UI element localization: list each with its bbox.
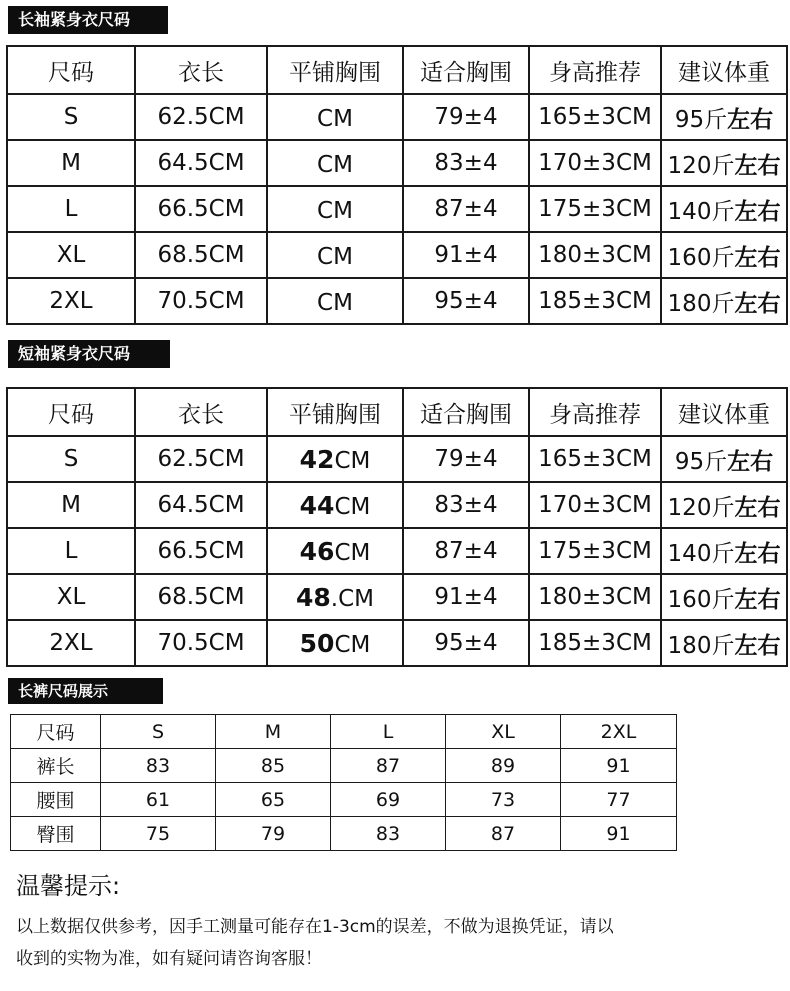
header-weight: 建议体重 bbox=[661, 388, 787, 436]
header-flat-chest: 平铺胸围 bbox=[267, 46, 403, 94]
weight-suffix: 左右 bbox=[734, 198, 781, 225]
length-cell: 64.5CM bbox=[135, 482, 267, 528]
weight-value: 160斤 bbox=[667, 586, 735, 613]
weight-suffix: 左右 bbox=[734, 152, 781, 179]
long-sleeve-section-title: 长袖紧身衣尺码 bbox=[8, 6, 168, 34]
weight-value: 95斤 bbox=[674, 106, 728, 133]
header-fit-chest: 适合胸围 bbox=[403, 46, 529, 94]
height-cell: 180±3CM bbox=[529, 232, 661, 278]
table-cell: 91 bbox=[561, 749, 677, 783]
table-row bbox=[7, 436, 787, 482]
weight-cell bbox=[661, 140, 787, 186]
table-header-row bbox=[7, 388, 787, 436]
flat-chest-cell bbox=[267, 574, 403, 620]
size-cell: XL bbox=[7, 574, 135, 620]
weight-value: 140斤 bbox=[667, 540, 735, 567]
chest-number: 42 bbox=[299, 444, 335, 474]
weight-suffix: 左右 bbox=[734, 494, 781, 521]
table-cell: 65 bbox=[216, 783, 331, 817]
length-cell: 68.5CM bbox=[135, 574, 267, 620]
flat-chest-cell bbox=[267, 278, 403, 324]
fit-chest-cell: 95±4 bbox=[403, 620, 529, 666]
table-row bbox=[7, 574, 787, 620]
table-row bbox=[7, 186, 787, 232]
height-cell: 170±3CM bbox=[529, 482, 661, 528]
tips-line-1: 以上数据仅供参考，因手工测量可能存在1-3cm的误差，不做为退换凭证，请以 bbox=[16, 917, 614, 937]
chest-unit: CM bbox=[334, 631, 371, 658]
table-cell: 87 bbox=[331, 749, 446, 783]
height-cell: 185±3CM bbox=[529, 278, 661, 324]
chest-unit: CM bbox=[317, 197, 353, 224]
length-cell: 68.5CM bbox=[135, 232, 267, 278]
pants-header-cell: XL bbox=[446, 715, 561, 749]
chest-unit: CM bbox=[334, 447, 371, 474]
weight-value: 120斤 bbox=[667, 152, 735, 179]
table-cell: 91 bbox=[561, 817, 677, 851]
height-cell: 170±3CM bbox=[529, 140, 661, 186]
pants-header-cell: S bbox=[101, 715, 216, 749]
size-cell: 2XL bbox=[7, 278, 135, 324]
row-label: 腰围 bbox=[11, 783, 101, 817]
weight-cell bbox=[661, 94, 787, 140]
weight-suffix: 左右 bbox=[727, 448, 774, 475]
table-row bbox=[11, 817, 677, 851]
fit-chest-cell: 91±4 bbox=[403, 232, 529, 278]
table-cell: 83 bbox=[101, 749, 216, 783]
table-row bbox=[7, 528, 787, 574]
chest-unit: CM bbox=[317, 289, 353, 316]
fit-chest-cell: 83±4 bbox=[403, 482, 529, 528]
table-row bbox=[7, 232, 787, 278]
chest-unit: .CM bbox=[330, 585, 374, 612]
row-label: 裤长 bbox=[11, 749, 101, 783]
header-size: 尺码 bbox=[7, 46, 135, 94]
table-header-row bbox=[7, 46, 787, 94]
chest-unit: CM bbox=[334, 493, 371, 520]
weight-value: 160斤 bbox=[667, 244, 735, 271]
short-sleeve-section-title: 短袖紧身衣尺码 bbox=[8, 340, 170, 368]
chest-number: 46 bbox=[299, 536, 335, 566]
weight-suffix: 左右 bbox=[734, 632, 781, 659]
weight-cell bbox=[661, 186, 787, 232]
height-cell: 165±3CM bbox=[529, 94, 661, 140]
weight-value: 95斤 bbox=[674, 448, 728, 475]
table-cell: 89 bbox=[446, 749, 561, 783]
weight-cell bbox=[661, 574, 787, 620]
table-row bbox=[11, 783, 677, 817]
pants-size-table bbox=[10, 714, 677, 851]
table-cell: 87 bbox=[446, 817, 561, 851]
size-cell: M bbox=[7, 140, 135, 186]
weight-cell bbox=[661, 482, 787, 528]
size-cell: L bbox=[7, 186, 135, 232]
height-cell: 180±3CM bbox=[529, 574, 661, 620]
length-cell: 62.5CM bbox=[135, 436, 267, 482]
chest-unit: CM bbox=[317, 151, 353, 178]
size-cell: XL bbox=[7, 232, 135, 278]
weight-value: 140斤 bbox=[667, 198, 735, 225]
table-row bbox=[7, 140, 787, 186]
header-flat-chest: 平铺胸围 bbox=[267, 388, 403, 436]
table-cell: 77 bbox=[561, 783, 677, 817]
weight-value: 180斤 bbox=[667, 632, 735, 659]
table-row bbox=[7, 94, 787, 140]
size-cell: S bbox=[7, 436, 135, 482]
short-sleeve-size-table bbox=[6, 387, 788, 667]
flat-chest-cell bbox=[267, 232, 403, 278]
weight-suffix: 左右 bbox=[727, 106, 774, 133]
fit-chest-cell: 83±4 bbox=[403, 140, 529, 186]
flat-chest-cell bbox=[267, 186, 403, 232]
pants-header-cell: 尺码 bbox=[11, 715, 101, 749]
chest-unit: CM bbox=[334, 539, 371, 566]
flat-chest-cell bbox=[267, 94, 403, 140]
height-cell: 175±3CM bbox=[529, 528, 661, 574]
weight-value: 120斤 bbox=[667, 494, 735, 521]
chest-number: 44 bbox=[299, 490, 335, 520]
table-row bbox=[7, 482, 787, 528]
header-length: 衣长 bbox=[135, 388, 267, 436]
table-cell: 61 bbox=[101, 783, 216, 817]
height-cell: 175±3CM bbox=[529, 186, 661, 232]
chest-number: 50 bbox=[299, 628, 335, 658]
table-row bbox=[7, 620, 787, 666]
flat-chest-cell bbox=[267, 436, 403, 482]
pants-header-cell: 2XL bbox=[561, 715, 677, 749]
flat-chest-cell bbox=[267, 482, 403, 528]
weight-cell bbox=[661, 620, 787, 666]
length-cell: 64.5CM bbox=[135, 140, 267, 186]
header-size: 尺码 bbox=[7, 388, 135, 436]
tips-line-2: 收到的实物为准，如有疑问请咨询客服！ bbox=[16, 949, 322, 969]
height-cell: 165±3CM bbox=[529, 436, 661, 482]
table-row bbox=[11, 749, 677, 783]
height-cell: 185±3CM bbox=[529, 620, 661, 666]
length-cell: 66.5CM bbox=[135, 186, 267, 232]
header-weight: 建议体重 bbox=[661, 46, 787, 94]
table-cell: 69 bbox=[331, 783, 446, 817]
size-cell: 2XL bbox=[7, 620, 135, 666]
table-cell: 73 bbox=[446, 783, 561, 817]
weight-cell bbox=[661, 528, 787, 574]
table-cell: 79 bbox=[216, 817, 331, 851]
pants-header-cell: M bbox=[216, 715, 331, 749]
row-label: 臀围 bbox=[11, 817, 101, 851]
header-height: 身高推荐 bbox=[529, 46, 661, 94]
fit-chest-cell: 79±4 bbox=[403, 436, 529, 482]
fit-chest-cell: 91±4 bbox=[403, 574, 529, 620]
chest-unit: CM bbox=[317, 243, 353, 270]
tips-title: 温馨提示: bbox=[16, 872, 121, 900]
weight-value: 180斤 bbox=[667, 290, 735, 317]
weight-cell bbox=[661, 278, 787, 324]
fit-chest-cell: 87±4 bbox=[403, 528, 529, 574]
weight-cell bbox=[661, 436, 787, 482]
weight-cell bbox=[661, 232, 787, 278]
weight-suffix: 左右 bbox=[734, 290, 781, 317]
pants-header-cell: L bbox=[331, 715, 446, 749]
pants-section-title: 长裤尺码展示 bbox=[8, 678, 163, 704]
weight-suffix: 左右 bbox=[734, 244, 781, 271]
fit-chest-cell: 95±4 bbox=[403, 278, 529, 324]
header-height: 身高推荐 bbox=[529, 388, 661, 436]
long-sleeve-size-table bbox=[6, 45, 788, 325]
weight-suffix: 左右 bbox=[734, 540, 781, 567]
chest-unit: CM bbox=[317, 105, 353, 132]
table-cell: 75 bbox=[101, 817, 216, 851]
size-cell: L bbox=[7, 528, 135, 574]
length-cell: 70.5CM bbox=[135, 620, 267, 666]
table-cell: 83 bbox=[331, 817, 446, 851]
fit-chest-cell: 79±4 bbox=[403, 94, 529, 140]
header-length: 衣长 bbox=[135, 46, 267, 94]
flat-chest-cell bbox=[267, 528, 403, 574]
size-cell: M bbox=[7, 482, 135, 528]
length-cell: 62.5CM bbox=[135, 94, 267, 140]
pants-header-row bbox=[11, 715, 677, 749]
flat-chest-cell bbox=[267, 140, 403, 186]
header-fit-chest: 适合胸围 bbox=[403, 388, 529, 436]
chest-number: 48 bbox=[295, 582, 331, 612]
table-row bbox=[7, 278, 787, 324]
size-cell: S bbox=[7, 94, 135, 140]
fit-chest-cell: 87±4 bbox=[403, 186, 529, 232]
table-cell: 85 bbox=[216, 749, 331, 783]
flat-chest-cell bbox=[267, 620, 403, 666]
length-cell: 70.5CM bbox=[135, 278, 267, 324]
weight-suffix: 左右 bbox=[734, 586, 781, 613]
length-cell: 66.5CM bbox=[135, 528, 267, 574]
